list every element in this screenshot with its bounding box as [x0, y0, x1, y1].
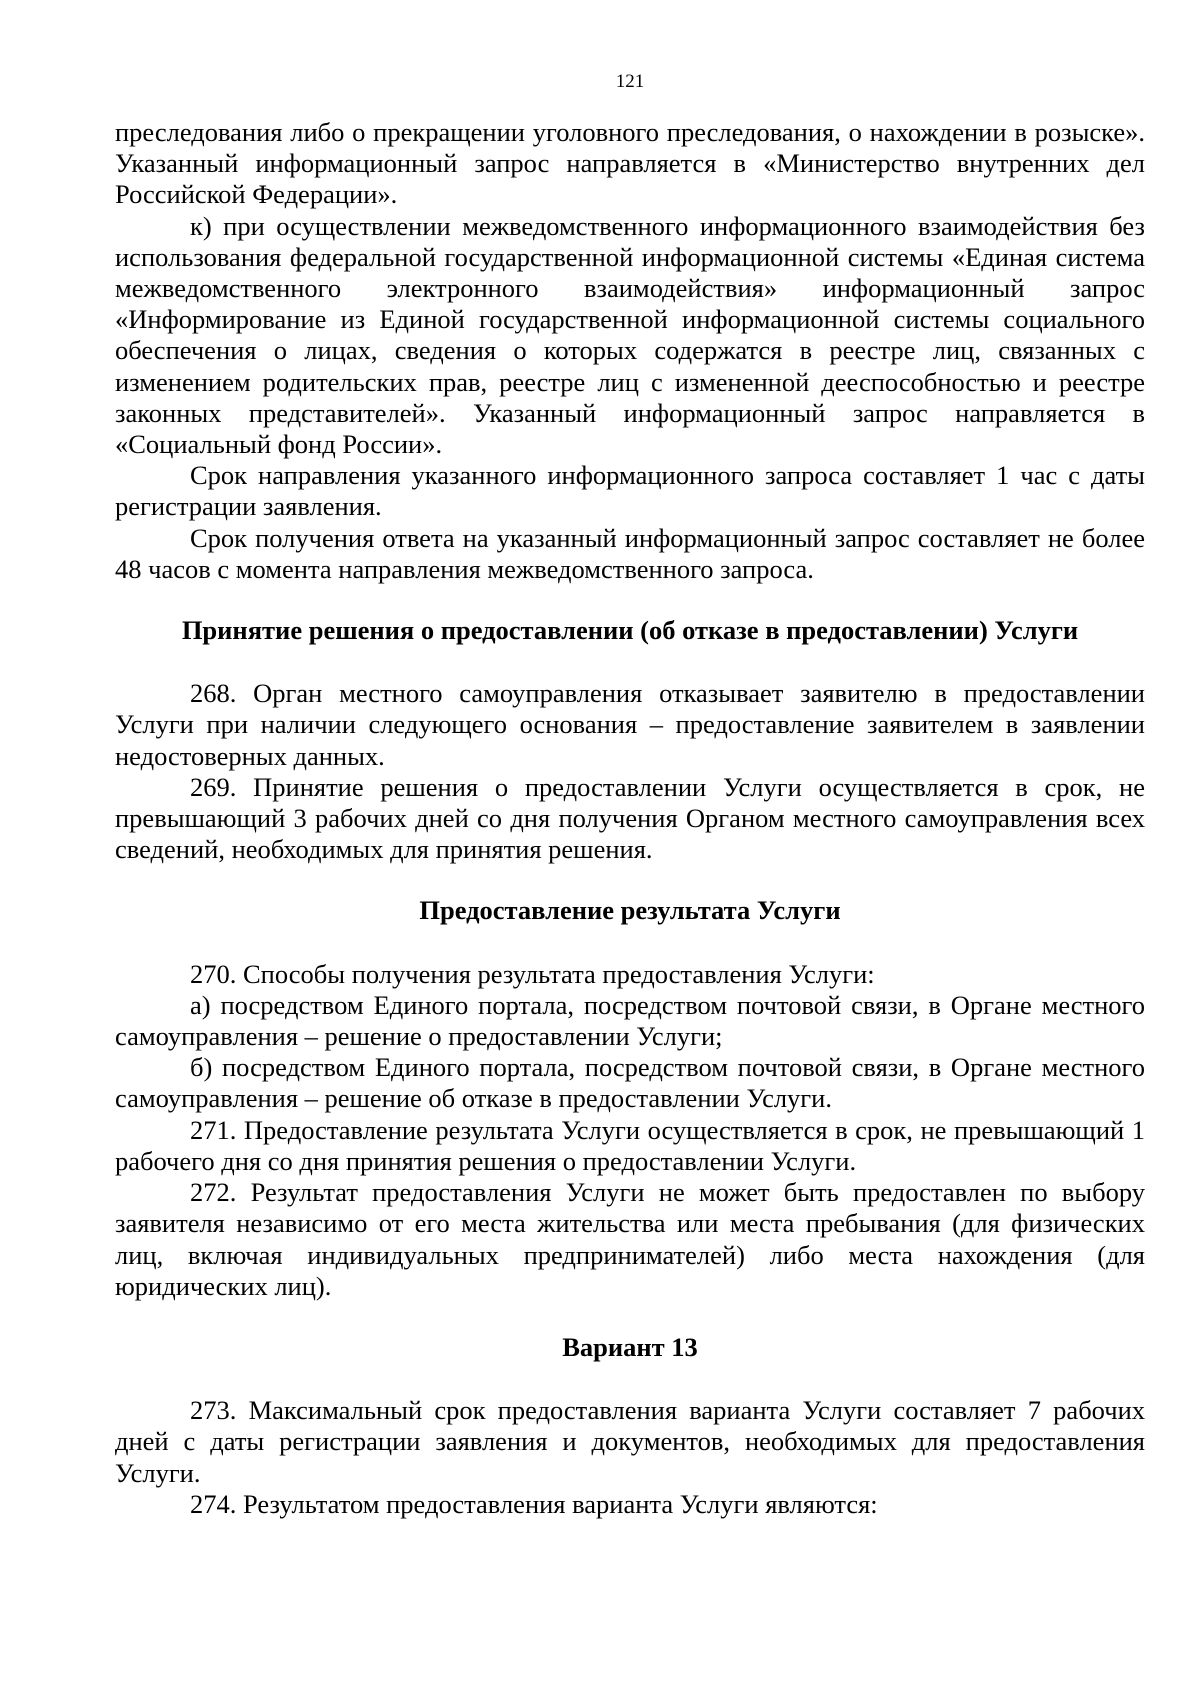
section-heading-variant-13: Вариант 13	[562, 1331, 698, 1362]
section-heading-decision: Принятие решения о предоставлении (об отказе в предоставлении) Услуги	[181, 615, 1079, 646]
paragraph-request-deadline: Срок направления указанного информационного запроса составляет 1 час с даты регистрации заявления.	[115, 460, 1145, 522]
paragraph-268: 268. Орган местного самоуправления отказывает заявителю в предоставлении Услуги при наличии следующего основания – предоставление заявителем в заявлении недостоверных данных.	[115, 678, 1145, 771]
paragraph-270-b: б) посредством Единого портала, посредством почтовой связи, в Органе местного самоуправления – решение об отказе в предоставлении Услуги.	[115, 1052, 1145, 1114]
document-body	[115, 117, 1145, 1520]
paragraph-270: 270. Способы получения результата предоставления Услуги:	[190, 958, 875, 989]
section-heading-result: Предоставление результата Услуги	[419, 895, 841, 926]
paragraph-274: 274. Результатом предоставления варианта Услуги являются:	[190, 1488, 878, 1519]
paragraph-continuation: преследования либо о прекращении уголовного преследования, о нахождении в розыске». Указанный информационный запрос направляется в «Министерство внутренних дел Российской Федерации».	[115, 117, 1145, 210]
paragraph-item-k: к) при осуществлении межведомственного информационного взаимодействия без использования федеральной государственной информационной системы «Единая система межведомственного электронного взаимодействия» информационный запрос «Информирование из Единой государственной информационной системы социального обеспечения о лицах, сведения о которых содержатся в реестре лиц, связанных с изменением родительских прав, реестре лиц с измененной дееспособностью и реестре законных представителей». Указанный информационный запрос направляется в «Социальный фонд России».	[115, 210, 1145, 460]
paragraph-272: 272. Результат предоставления Услуги не может быть предоставлен по выбору заявителя независимо от его места жительства или места пребывания (для физических лиц, включая индивидуальных предпринимателей) либо места нахождения (для юридических лиц).	[115, 1177, 1145, 1301]
page-number: 121	[615, 71, 645, 92]
paragraph-response-deadline: Срок получения ответа на указанный информационный запрос составляет не более 48 часов с момента направления межведомственного запроса.	[115, 522, 1145, 584]
paragraph-271: 271. Предоставление результата Услуги осуществляется в срок, не превышающий 1 рабочего дня со дня принятия решения о предоставлении Услуги.	[115, 1114, 1145, 1176]
paragraph-273: 273. Максимальный срок предоставления варианта Услуги составляет 7 рабочих дней с даты регистрации заявления и документов, необходимых для предоставления Услуги.	[115, 1395, 1145, 1488]
paragraph-270-a: а) посредством Единого портала, посредством почтовой связи, в Органе местного самоуправления – решение о предоставлении Услуги;	[115, 989, 1145, 1052]
paragraph-269: 269. Принятие решения о предоставлении Услуги осуществляется в срок, не превышающий 3 рабочих дней со дня получения Органом местного самоуправления всех сведений, необходимых для принятия решения.	[115, 771, 1145, 865]
